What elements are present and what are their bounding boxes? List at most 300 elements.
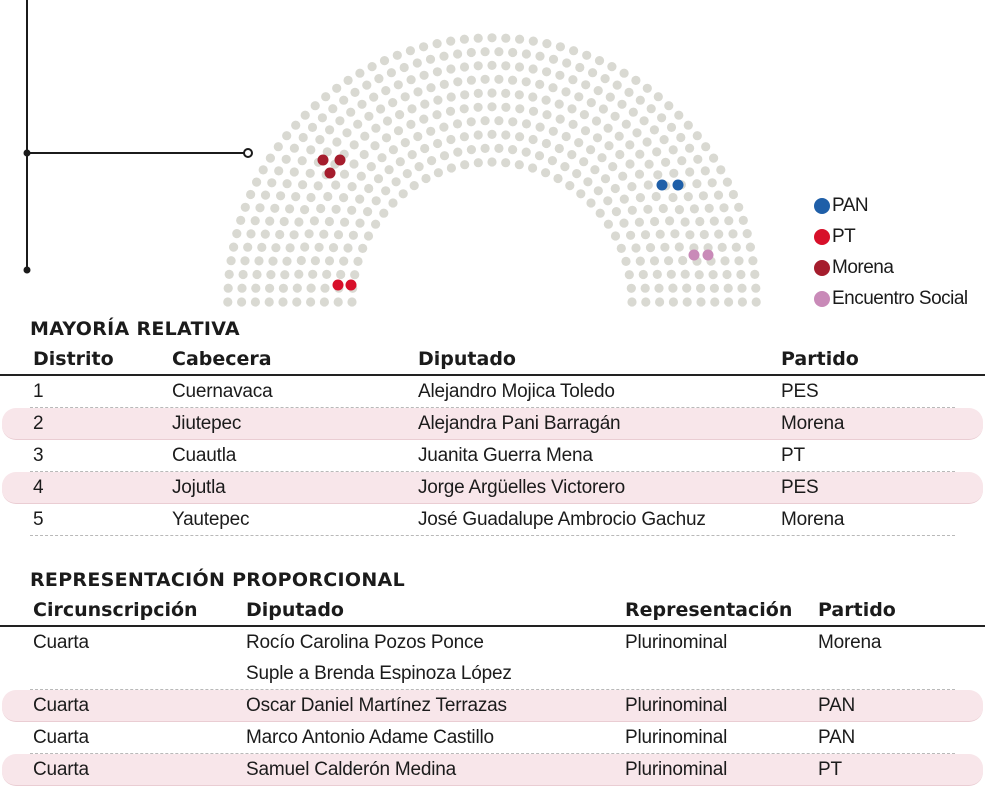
seat	[474, 130, 483, 139]
legend-item-encuentro-social	[812, 283, 992, 314]
seat	[619, 219, 628, 228]
cell-representacion: Plurinominal	[625, 727, 728, 748]
seat	[401, 92, 410, 101]
seat	[353, 120, 362, 129]
seat	[542, 96, 551, 105]
seat	[635, 150, 644, 159]
seat	[597, 153, 606, 162]
seat	[322, 270, 331, 279]
seat	[705, 204, 714, 213]
seat	[364, 112, 373, 121]
seat	[549, 55, 558, 64]
seat	[723, 178, 732, 187]
seat	[541, 168, 550, 177]
seat	[606, 93, 615, 102]
seat	[535, 52, 544, 61]
header-cabecera: Cabecera	[172, 348, 272, 370]
seat	[336, 270, 345, 279]
cell-partido: PAN	[818, 695, 856, 716]
seat	[636, 257, 645, 266]
seat	[363, 207, 372, 216]
seat	[379, 209, 388, 218]
seat	[613, 81, 622, 90]
seat	[724, 216, 733, 225]
seat	[548, 83, 557, 92]
seat	[628, 206, 637, 215]
seat	[748, 256, 757, 265]
seat	[622, 120, 631, 129]
cell-diputado: Alejandra Pani Barragán	[418, 413, 621, 434]
cell-diputado: José Guadalupe Ambrocio Gachuz	[418, 509, 706, 530]
seat	[224, 284, 233, 293]
seat	[297, 256, 306, 265]
seat	[657, 113, 666, 122]
seat	[664, 101, 673, 110]
seat	[587, 98, 596, 107]
seat	[636, 96, 645, 105]
seat	[487, 157, 496, 166]
seat-highlighted	[657, 180, 668, 191]
seat	[555, 144, 564, 153]
seat	[720, 256, 729, 265]
seat	[427, 156, 436, 165]
seat	[522, 119, 531, 128]
seat	[667, 270, 676, 279]
seat	[528, 163, 537, 172]
table-row	[2, 754, 983, 786]
seat	[410, 181, 419, 190]
seat	[298, 180, 307, 189]
seat	[421, 174, 430, 183]
cell-diputado: Rocío Carolina Pozos Ponce	[246, 632, 484, 653]
seat	[320, 297, 329, 306]
seat	[732, 243, 741, 252]
seat	[389, 145, 398, 154]
seat	[315, 243, 324, 252]
seat	[636, 193, 645, 202]
seat	[251, 297, 260, 306]
seat	[701, 166, 710, 175]
seat	[340, 218, 349, 227]
seat	[280, 270, 289, 279]
seat	[481, 75, 490, 84]
cell-cabecera: Yautepec	[172, 509, 250, 530]
seat	[693, 155, 702, 164]
seat	[515, 104, 524, 113]
seat	[306, 193, 315, 202]
seat	[350, 88, 359, 97]
seat	[567, 104, 576, 113]
legend-item-pt	[812, 221, 992, 252]
seat	[446, 107, 455, 116]
seat	[316, 204, 325, 213]
seat	[467, 117, 476, 126]
header-diputado: Diputado	[418, 348, 516, 370]
seat	[746, 243, 755, 252]
seat	[274, 166, 283, 175]
seat	[325, 217, 334, 226]
seat	[332, 137, 341, 146]
seat	[367, 162, 376, 171]
cell-diputado: Jorge Argüelles Victorero	[418, 477, 625, 498]
seat	[283, 179, 292, 188]
seat	[639, 270, 648, 279]
connector-end	[244, 149, 252, 157]
seat	[261, 191, 270, 200]
seat	[453, 77, 462, 86]
seat-highlighted	[689, 250, 700, 261]
seat-highlighted	[673, 180, 684, 191]
seat	[659, 204, 668, 213]
seat	[629, 108, 638, 117]
seat	[681, 270, 690, 279]
seat	[664, 256, 673, 265]
connector-lines	[24, 0, 253, 274]
seat	[278, 297, 287, 306]
seat	[620, 69, 629, 78]
cell-diputado: Juanita Guerra Mena	[418, 445, 593, 466]
cell-circunscripcion: Cuarta	[33, 695, 89, 716]
seat	[580, 110, 589, 119]
seat	[583, 177, 592, 186]
seat	[567, 150, 576, 159]
seat	[621, 257, 630, 266]
seat	[611, 112, 620, 121]
seat	[394, 80, 403, 89]
cell-partido: Morena	[781, 413, 845, 434]
seat	[474, 158, 483, 167]
seat	[291, 192, 300, 201]
seat	[635, 218, 644, 227]
seat	[460, 62, 469, 71]
legend-item-morena	[812, 252, 992, 283]
seat	[415, 162, 424, 171]
seat	[739, 216, 748, 225]
seat	[660, 243, 669, 252]
legend-dot	[814, 260, 830, 276]
header-circunscripcion: Circunscripción	[33, 599, 198, 621]
seat	[652, 192, 661, 201]
mayoria-header	[0, 344, 985, 376]
cell-partido: PT	[781, 445, 805, 466]
seat	[653, 270, 662, 279]
seat	[593, 133, 602, 142]
seat	[656, 230, 665, 239]
seat	[569, 120, 578, 129]
seat	[632, 128, 641, 137]
seat	[332, 205, 341, 214]
seat	[644, 180, 653, 189]
seat	[227, 256, 236, 265]
seat	[274, 142, 283, 151]
seat	[266, 154, 275, 163]
seat	[529, 37, 538, 46]
seat	[395, 110, 404, 119]
cell-circunscripcion: Cuarta	[33, 632, 89, 653]
seat	[548, 156, 557, 165]
seat	[420, 144, 429, 153]
table-row	[2, 472, 983, 504]
seat	[433, 139, 442, 148]
seat	[643, 205, 652, 214]
seat	[251, 284, 260, 293]
seat	[574, 92, 583, 101]
seat	[276, 191, 285, 200]
seat	[677, 156, 686, 165]
seat	[575, 63, 584, 72]
cell-partido: Morena	[818, 632, 882, 653]
seat	[355, 69, 364, 78]
seat	[298, 156, 307, 165]
seat	[643, 137, 652, 146]
seat	[335, 116, 344, 125]
seat	[347, 297, 356, 306]
seat	[349, 231, 358, 240]
seat	[487, 88, 496, 97]
seat	[529, 135, 538, 144]
seat	[371, 124, 380, 133]
seat	[618, 172, 627, 181]
seat	[641, 297, 650, 306]
seat	[382, 133, 391, 142]
seat	[738, 297, 747, 306]
seat	[240, 256, 249, 265]
header-diputado: Diputado	[246, 599, 344, 621]
seat	[440, 151, 449, 160]
seat	[474, 61, 483, 70]
seat	[556, 42, 565, 51]
seat	[237, 284, 246, 293]
seat	[683, 297, 692, 306]
seat	[433, 39, 442, 48]
seat	[376, 104, 385, 113]
seat	[280, 217, 289, 226]
seat	[690, 204, 699, 213]
seat	[223, 297, 232, 306]
proporcional-header	[0, 595, 985, 627]
seat	[501, 89, 510, 98]
table-row	[30, 504, 955, 536]
seat	[460, 160, 469, 169]
cell-diputado: Samuel Calderón Medina	[246, 759, 456, 780]
cell-partido: PT	[818, 759, 842, 780]
seat	[364, 184, 373, 193]
seat	[246, 229, 255, 238]
seat	[710, 284, 719, 293]
seat	[259, 165, 268, 174]
seat	[467, 76, 476, 85]
seat	[501, 61, 510, 70]
seat	[319, 230, 328, 239]
seat	[339, 96, 348, 105]
seat	[334, 230, 343, 239]
seat	[562, 132, 571, 141]
seat	[294, 217, 303, 226]
seat	[542, 139, 551, 148]
proporcional-title: REPRESENTACIÓN PROPORCIONAL	[30, 569, 405, 591]
cell-partido: Morena	[781, 509, 845, 530]
seat	[654, 284, 663, 293]
seat	[426, 83, 435, 92]
seat	[487, 33, 496, 42]
seat	[535, 151, 544, 160]
seat	[608, 162, 617, 171]
cell-distrito: 1	[33, 381, 44, 402]
seat	[719, 203, 728, 212]
seat	[695, 217, 704, 226]
seat-highlighted	[346, 280, 357, 291]
seat	[653, 170, 662, 179]
cell-diputado: Oscar Daniel Martínez Terrazas	[246, 695, 507, 716]
seat	[682, 284, 691, 293]
seat	[699, 191, 708, 200]
seat	[617, 244, 626, 253]
seat	[353, 257, 362, 266]
legend-dot	[814, 291, 830, 307]
seat	[285, 204, 294, 213]
header-partido: Partido	[781, 348, 859, 370]
seat	[708, 178, 717, 187]
seat	[601, 74, 610, 83]
seat	[320, 284, 329, 293]
seat	[362, 81, 371, 90]
seat	[346, 108, 355, 117]
seat	[381, 86, 390, 95]
seat	[315, 135, 324, 144]
seat	[678, 256, 687, 265]
seat	[340, 170, 349, 179]
seat	[282, 257, 291, 266]
cell-distrito: 3	[33, 445, 44, 466]
seat	[383, 116, 392, 125]
seat	[239, 270, 248, 279]
cell-partido: PES	[781, 477, 819, 498]
seat	[225, 270, 234, 279]
seat	[655, 297, 664, 306]
legend-dot	[814, 198, 830, 214]
seat	[388, 98, 397, 107]
seat	[368, 62, 377, 71]
seat	[582, 51, 591, 60]
seat	[701, 142, 710, 151]
seat	[306, 169, 315, 178]
seat	[447, 92, 456, 101]
seat	[515, 90, 524, 99]
seat	[599, 104, 608, 113]
seat	[426, 55, 435, 64]
seat	[724, 297, 733, 306]
seat	[669, 169, 678, 178]
seat	[267, 178, 276, 187]
seat	[275, 230, 284, 239]
mayoria-title: MAYORÍA RELATIVA	[30, 318, 240, 340]
seat-highlighted	[335, 155, 346, 166]
seat	[555, 100, 564, 109]
seat	[494, 116, 503, 125]
legend-label: PT	[832, 225, 856, 247]
seat	[654, 92, 663, 101]
seat	[603, 196, 612, 205]
cell-circunscripcion: Cuarta	[33, 759, 89, 780]
seat	[460, 104, 469, 113]
seat	[371, 220, 380, 229]
seat	[576, 189, 585, 198]
seat	[626, 231, 635, 240]
seat	[627, 284, 636, 293]
seat	[270, 204, 279, 213]
seat	[257, 243, 266, 252]
seat	[670, 229, 679, 238]
seat	[592, 116, 601, 125]
seat	[601, 174, 610, 183]
seat	[661, 158, 670, 167]
seat	[692, 179, 701, 188]
seat	[306, 297, 315, 306]
seat	[290, 144, 299, 153]
seat	[310, 216, 319, 225]
seat	[370, 141, 379, 150]
seat	[555, 71, 564, 80]
seat	[432, 110, 441, 119]
seat	[299, 133, 308, 142]
seat	[347, 206, 356, 215]
seat	[596, 209, 605, 218]
seat	[325, 125, 334, 134]
seat	[300, 205, 309, 214]
connector-node	[24, 150, 31, 157]
seat	[290, 167, 299, 176]
seat	[581, 80, 590, 89]
table-row	[30, 376, 955, 408]
seat	[508, 48, 517, 57]
cell-circunscripcion: Cuarta	[33, 727, 89, 748]
seat	[243, 243, 252, 252]
seat	[569, 46, 578, 55]
seat	[681, 217, 690, 226]
seat	[325, 256, 334, 265]
seat	[487, 61, 496, 70]
seat	[607, 62, 616, 71]
seat	[724, 284, 733, 293]
seat	[434, 168, 443, 177]
seat	[716, 165, 725, 174]
seat	[750, 270, 759, 279]
seat	[710, 217, 719, 226]
seat	[729, 190, 738, 199]
seat	[501, 34, 510, 43]
seat	[467, 145, 476, 154]
seat	[360, 132, 369, 141]
seat	[625, 270, 634, 279]
seat	[282, 131, 291, 140]
seats-group	[223, 33, 761, 306]
seat	[494, 75, 503, 84]
seat	[290, 230, 299, 239]
seat	[413, 58, 422, 67]
seat	[668, 284, 677, 293]
seat	[374, 174, 383, 183]
proporcional-table	[0, 595, 985, 786]
seat	[508, 117, 517, 126]
seat	[292, 297, 301, 306]
seat	[718, 243, 727, 252]
seat	[446, 135, 455, 144]
seat	[586, 198, 595, 207]
seat	[624, 88, 633, 97]
seat	[700, 230, 709, 239]
seat	[388, 198, 397, 207]
seat	[635, 170, 644, 179]
